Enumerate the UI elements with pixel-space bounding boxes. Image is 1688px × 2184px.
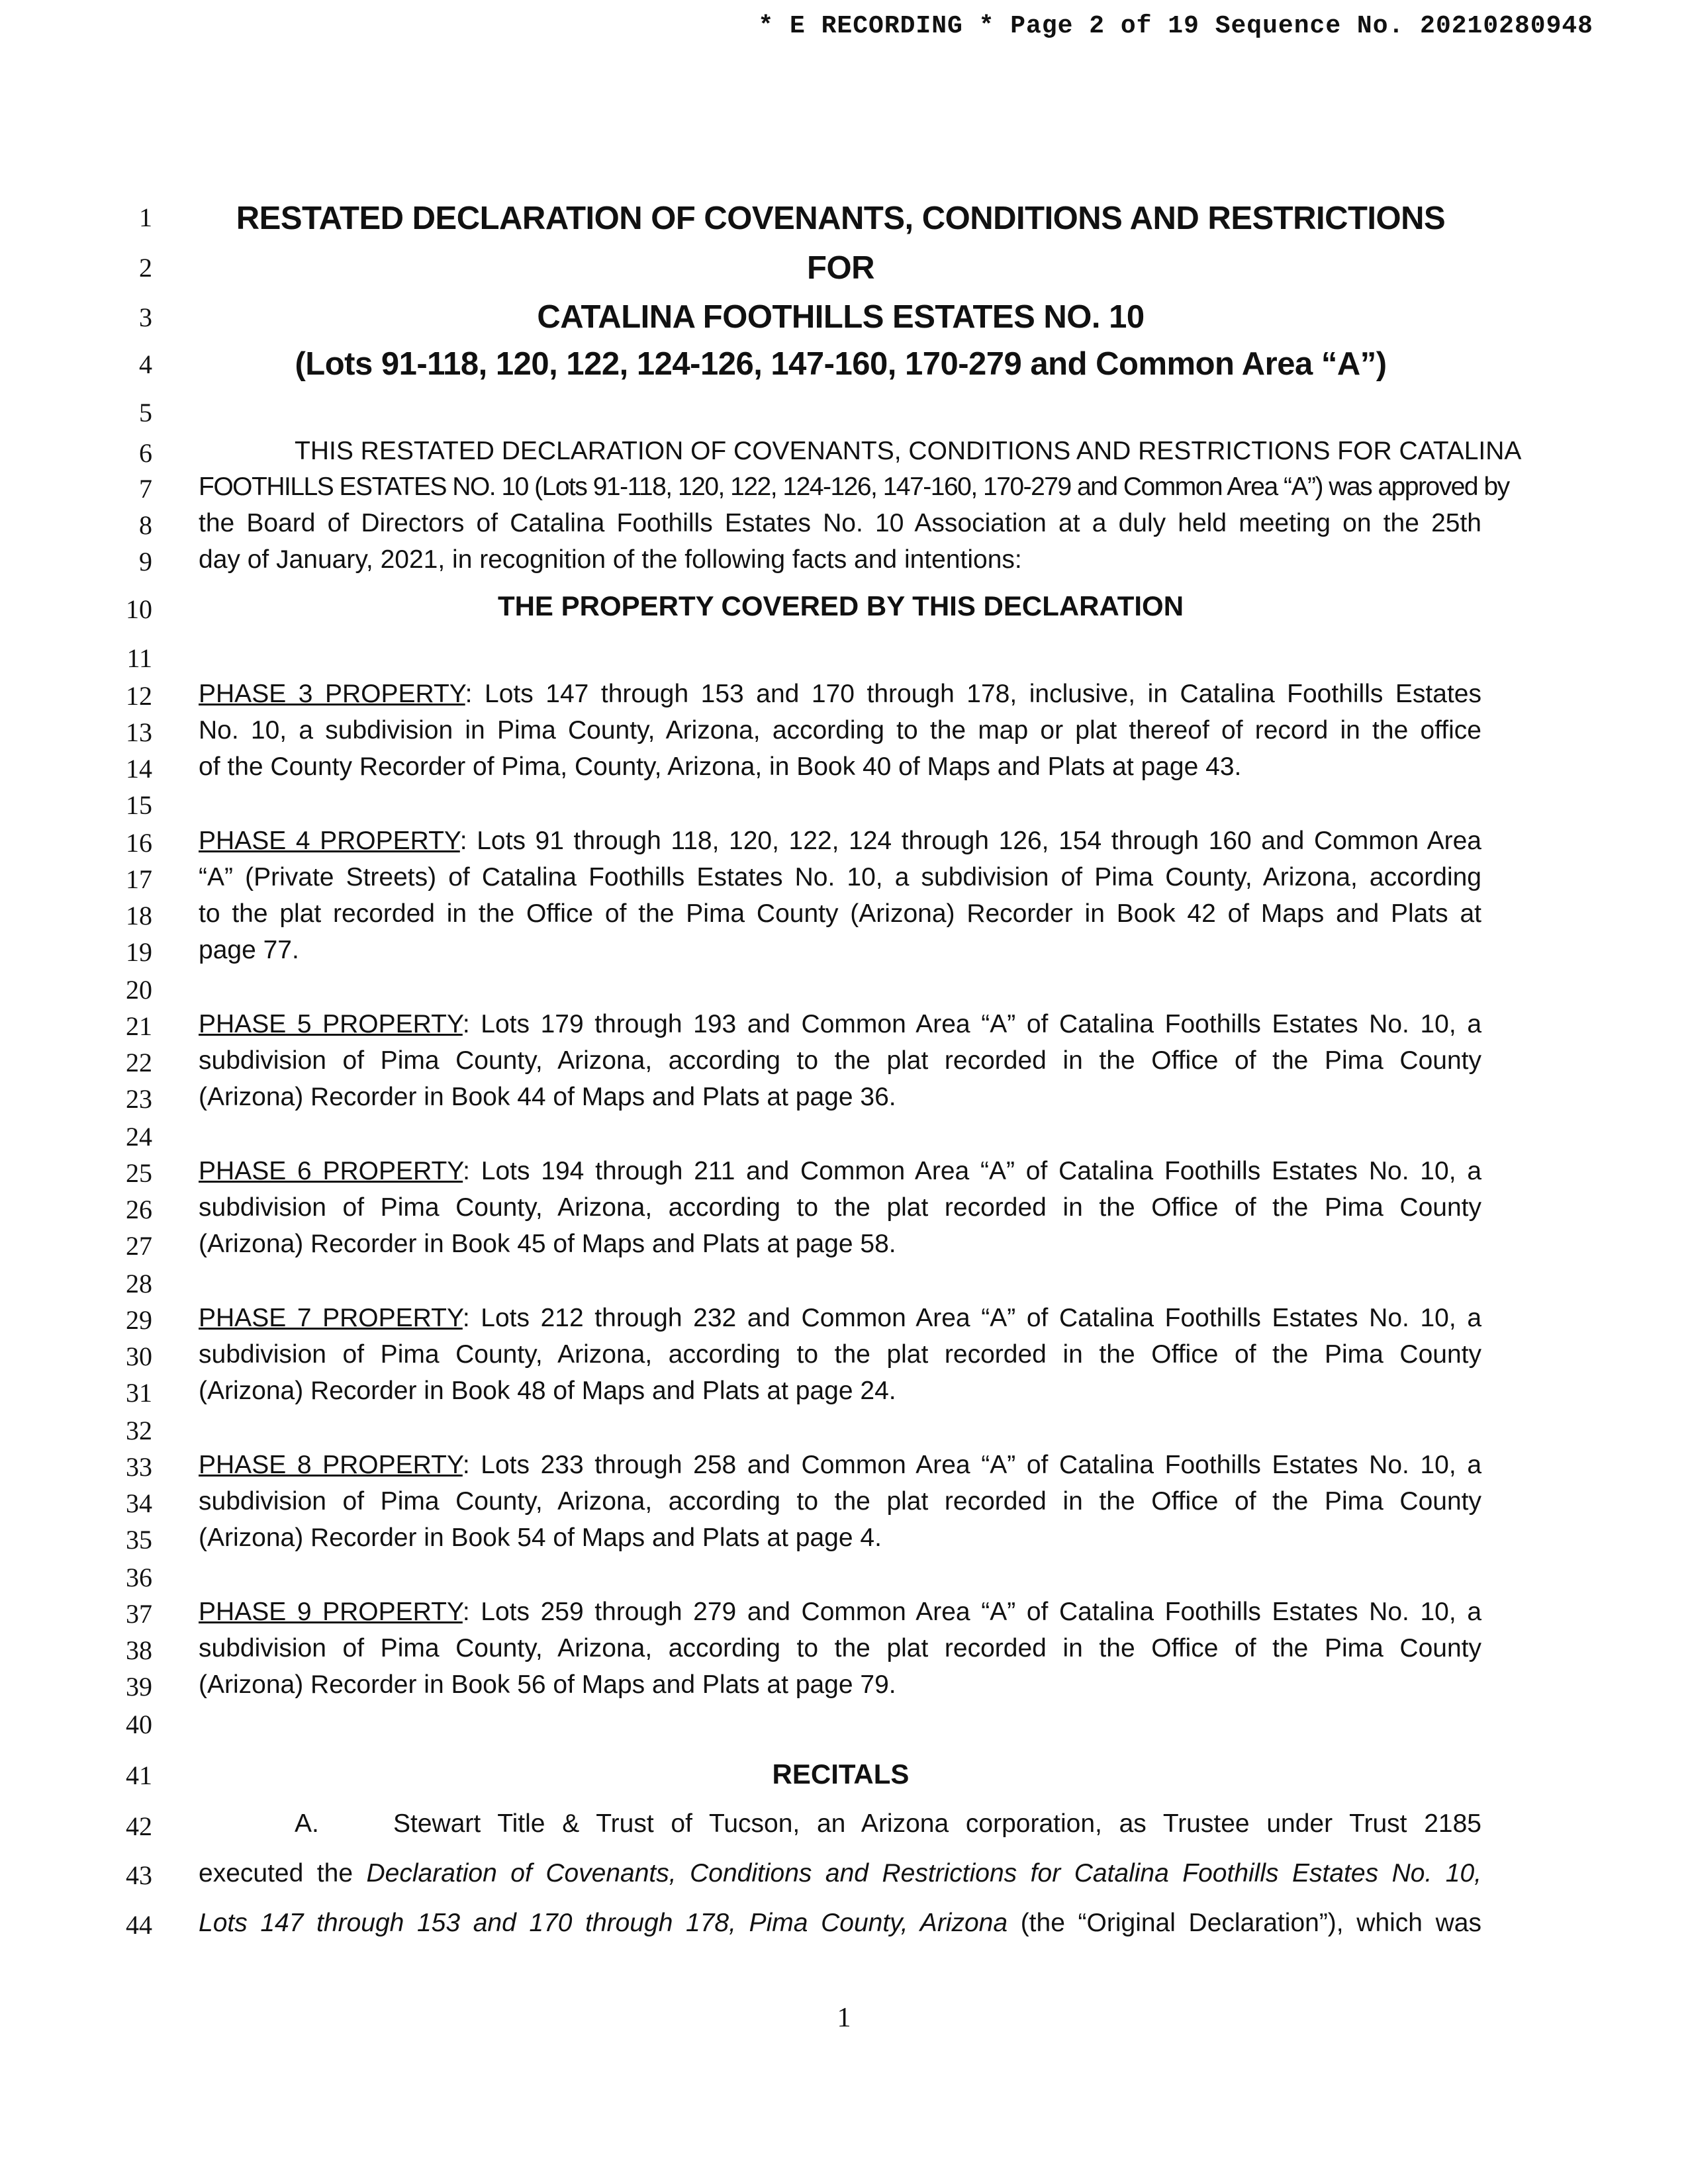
line-number: 14 xyxy=(126,754,152,784)
phase3-line-2: No. 10, a subdivision in Pima County, Arizona, according to the map or plat thereof of record in the office xyxy=(199,716,1481,745)
line-number: 13 xyxy=(126,717,152,747)
line-number: 27 xyxy=(126,1231,152,1261)
line-number: 25 xyxy=(126,1158,152,1188)
phase7-line-3: (Arizona) Recorder in Book 48 of Maps and Plats at page 24. xyxy=(199,1377,896,1405)
phase8-line-2: subdivision of Pima County, Arizona, according to the plat recorded in the Office of the Pima County xyxy=(199,1487,1481,1516)
line-number: 31 xyxy=(126,1378,152,1408)
recital-a-marker: A. xyxy=(295,1809,319,1838)
line-number: 23 xyxy=(126,1084,152,1114)
line-number: 41 xyxy=(126,1760,152,1790)
line-number: 38 xyxy=(126,1635,152,1665)
phase9-line-3: (Arizona) Recorder in Book 56 of Maps and Plats at page 79. xyxy=(199,1670,896,1699)
line-number: 33 xyxy=(126,1452,152,1482)
phase3-line-3: of the County Recorder of Pima, County, Arizona, in Book 40 of Maps and Plats at page 43. xyxy=(199,752,1242,781)
phase5-line-2: subdivision of Pima County, Arizona, according to the plat recorded in the Office of the Pima County xyxy=(199,1046,1481,1075)
line-number: 28 xyxy=(126,1269,152,1298)
line-number: 18 xyxy=(126,901,152,931)
line-number: 34 xyxy=(126,1488,152,1518)
line-number: 29 xyxy=(126,1305,152,1335)
line-number: 17 xyxy=(126,864,152,894)
phase8-line-3: (Arizona) Recorder in Book 54 of Maps and Plats at page 4. xyxy=(199,1524,882,1552)
intro-line-4: day of January, 2021, in recognition of the following facts and intentions: xyxy=(199,545,1022,574)
line-number: 1 xyxy=(139,203,152,232)
line-number: 2 xyxy=(139,253,152,283)
line-number: 37 xyxy=(126,1599,152,1629)
line-number: 24 xyxy=(126,1122,152,1152)
intro-line-3: the Board of Directors of Catalina Foothills Estates No. 10 Association at a duly held meeting on the 25th xyxy=(199,509,1481,537)
line-number: 40 xyxy=(126,1709,152,1739)
phase4-label: PHASE 4 PROPERTY xyxy=(199,827,460,855)
line-number: 19 xyxy=(126,937,152,967)
phase9-line-2: subdivision of Pima County, Arizona, according to the plat recorded in the Office of the Pima County xyxy=(199,1634,1481,1662)
phase8-label: PHASE 8 PROPERTY xyxy=(199,1451,463,1479)
line-number: 30 xyxy=(126,1342,152,1371)
recital-a-line-1: Stewart Title & Trust of Tucson, an Arizona corporation, as Trustee under Trust 2185 xyxy=(393,1809,1481,1838)
line-number: 4 xyxy=(139,349,152,379)
document-title-line-3: CATALINA FOOTHILLS ESTATES NO. 10 xyxy=(537,299,1145,335)
document-title-line-2: FOR xyxy=(807,250,874,286)
recording-stamp: * E RECORDING * Page 2 of 19 Sequence No. 20210280948 xyxy=(758,12,1593,40)
line-number: 42 xyxy=(126,1811,152,1841)
phase4-line-3: to the plat recorded in the Office of the Pima County (Arizona) Recorder in Book 42 of Maps and Plats at xyxy=(199,899,1481,928)
document-title-line-1: RESTATED DECLARATION OF COVENANTS, CONDITIONS AND RESTRICTIONS xyxy=(236,201,1446,236)
line-number: 44 xyxy=(126,1910,152,1940)
line-number: 20 xyxy=(126,975,152,1005)
line-number: 35 xyxy=(126,1525,152,1555)
line-number: 22 xyxy=(126,1048,152,1077)
phase4-line-4: page 77. xyxy=(199,936,299,964)
line-number: 7 xyxy=(139,474,152,504)
phase6-line-3: (Arizona) Recorder in Book 45 of Maps and Plats at page 58. xyxy=(199,1230,896,1258)
line-number: 15 xyxy=(126,790,152,820)
line-number: 32 xyxy=(126,1416,152,1445)
line-number: 11 xyxy=(126,643,152,673)
phase3-line-1: PHASE 3 PROPERTY: Lots 147 through 153 and 170 through 178, inclusive, in Catalina Foothills Estates xyxy=(199,680,1481,708)
line-number: 36 xyxy=(126,1563,152,1592)
phase6-line-1: PHASE 6 PROPERTY: Lots 194 through 211 and Common Area “A” of Catalina Foothills Estates No. 10, a xyxy=(199,1157,1482,1185)
phase4-line-1: PHASE 4 PROPERTY: Lots 91 through 118, 120, 122, 124 through 126, 154 through 160 and Common Area xyxy=(199,827,1481,855)
phase5-line-3: (Arizona) Recorder in Book 44 of Maps and Plats at page 36. xyxy=(199,1083,896,1111)
line-number: 39 xyxy=(126,1672,152,1702)
line-number: 12 xyxy=(126,681,152,711)
phase7-label: PHASE 7 PROPERTY xyxy=(199,1304,463,1332)
phase8-line-1: PHASE 8 PROPERTY: Lots 233 through 258 and Common Area “A” of Catalina Foothills Estates No. 10, a xyxy=(199,1451,1482,1479)
line-number: 10 xyxy=(126,594,152,624)
original-declaration-title: Declaration of Covenants, Conditions and Restrictions for Catalina Foothills Estates No. 10, xyxy=(366,1859,1481,1888)
recital-a-line-3: Lots 147 through 153 and 170 through 178, Pima County, Arizona (the “Original Declaration”), which was xyxy=(199,1909,1481,1937)
phase7-line-1: PHASE 7 PROPERTY: Lots 212 through 232 and Common Area “A” of Catalina Foothills Estates No. 10, a xyxy=(199,1304,1482,1332)
line-number: 21 xyxy=(126,1011,152,1041)
line-number: 43 xyxy=(126,1860,152,1890)
phase4-line-2: “A” (Private Streets) of Catalina Foothills Estates No. 10, a subdivision of Pima County, Arizona, according xyxy=(199,863,1481,891)
line-number: 8 xyxy=(139,510,152,540)
recitals-heading: RECITALS xyxy=(772,1758,910,1790)
phase9-label: PHASE 9 PROPERTY xyxy=(199,1598,463,1626)
phase3-label: PHASE 3 PROPERTY xyxy=(199,680,465,708)
intro-line-1: THIS RESTATED DECLARATION OF COVENANTS, CONDITIONS AND RESTRICTIONS FOR CATALINA xyxy=(295,437,1522,465)
phase6-line-2: subdivision of Pima County, Arizona, according to the plat recorded in the Office of the Pima County xyxy=(199,1193,1481,1222)
line-number: 26 xyxy=(126,1195,152,1224)
phase6-label: PHASE 6 PROPERTY xyxy=(199,1157,463,1185)
intro-line-2: FOOTHILLS ESTATES NO. 10 (Lots 91-118, 120, 122, 124-126, 147-160, 170-279 and Common Area “A”) was approved by xyxy=(199,473,1509,501)
phase5-line-1: PHASE 5 PROPERTY: Lots 179 through 193 and Common Area “A” of Catalina Foothills Estates No. 10, a xyxy=(199,1010,1482,1038)
recital-a-line-2: executed the Declaration of Covenants, Conditions and Restrictions for Catalina Foothills Estates No. 10, xyxy=(199,1859,1481,1888)
phase5-label: PHASE 5 PROPERTY xyxy=(199,1010,463,1038)
page-number: 1 xyxy=(837,2003,851,2033)
line-number: 3 xyxy=(139,302,152,332)
phase7-line-2: subdivision of Pima County, Arizona, according to the plat recorded in the Office of the Pima County xyxy=(199,1340,1481,1369)
line-number: 9 xyxy=(139,547,152,576)
line-number: 5 xyxy=(139,398,152,428)
line-number: 6 xyxy=(139,438,152,468)
original-declaration-title-cont: Lots 147 through 153 and 170 through 178, Pima County, Arizona xyxy=(199,1909,1008,1937)
document-title-line-4: (Lots 91-118, 120, 122, 124-126, 147-160, 170-279 and Common Area “A”) xyxy=(295,346,1387,382)
property-heading: THE PROPERTY COVERED BY THIS DECLARATION xyxy=(497,590,1184,621)
phase9-line-1: PHASE 9 PROPERTY: Lots 259 through 279 and Common Area “A” of Catalina Foothills Estates No. 10, a xyxy=(199,1598,1482,1626)
line-number: 16 xyxy=(126,828,152,858)
